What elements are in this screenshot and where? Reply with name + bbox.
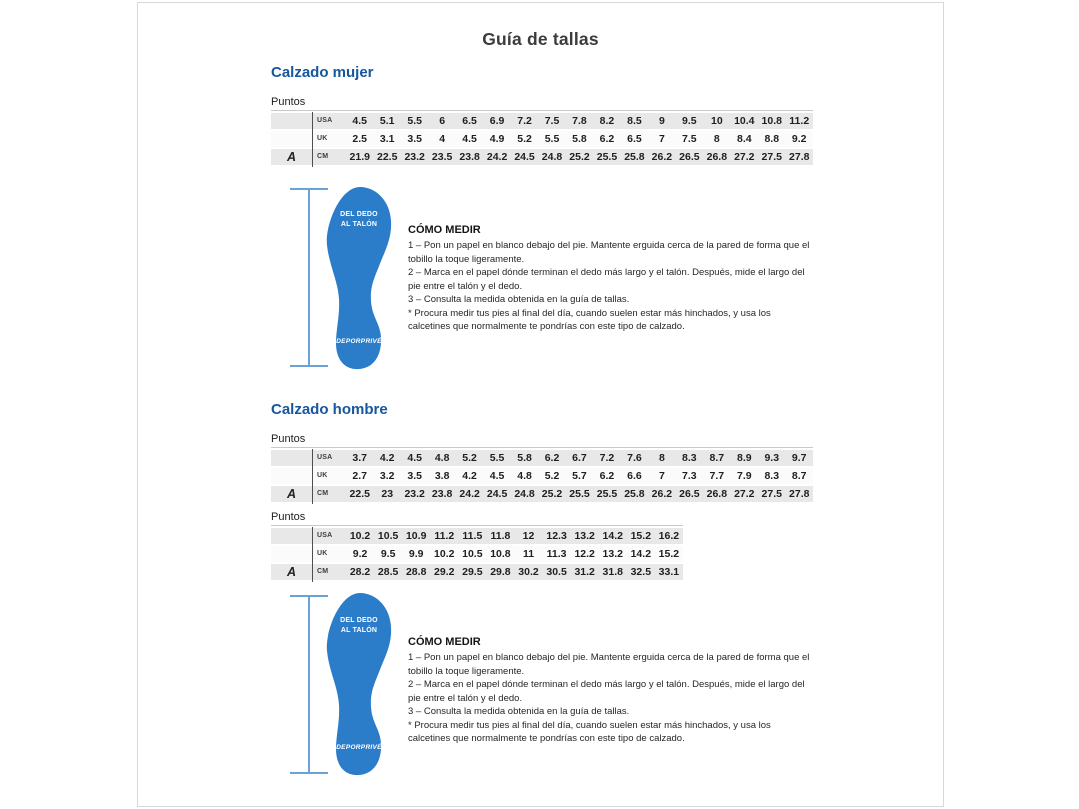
size-value: 11.5 <box>462 529 483 542</box>
size-value: 28.8 <box>405 565 427 578</box>
size-value: 12.3 <box>546 529 567 542</box>
size-table-row-cm <box>271 564 683 581</box>
points-label-men-1: Puntos <box>271 433 306 445</box>
size-value: 4.5 <box>462 132 477 145</box>
size-value: 7.9 <box>736 469 752 482</box>
size-value: 26.2 <box>651 150 673 163</box>
size-value: 25.2 <box>569 150 590 163</box>
measure-step-3: 3 – Consulta la medida obtenida en la guía de tallas. <box>408 706 630 718</box>
size-value: 3.1 <box>379 132 395 145</box>
size-value: 8 <box>658 451 665 464</box>
size-value: 14.2 <box>602 529 623 542</box>
size-value: 23.2 <box>404 487 425 500</box>
region-label: UK <box>317 472 328 480</box>
size-value: 29.8 <box>490 565 511 578</box>
footprint-icon <box>324 187 394 370</box>
size-value: 4.5 <box>489 469 505 482</box>
size-value: 4.8 <box>434 451 450 464</box>
size-table-row-usa <box>271 450 813 467</box>
table-divider-line <box>312 112 313 167</box>
size-value: 24.5 <box>514 150 535 163</box>
corner-cell: A <box>286 486 297 501</box>
region-label: USA <box>317 532 333 540</box>
size-value: 9.5 <box>380 547 396 560</box>
how-to-measure-heading: CÓMO MEDIR <box>408 224 481 236</box>
measure-step-2: 2 – Marca en el papel dónde terminan el dedo más largo y el talón. Después, mide el largo del pie entre el talón y el dedo. <box>408 267 805 292</box>
size-value: 26.8 <box>706 150 728 163</box>
size-value: 10.4 <box>734 114 755 127</box>
size-value: 23.2 <box>404 150 425 163</box>
brand-logo: DEPORPRIVÉ <box>336 338 382 345</box>
size-value: 5.8 <box>517 451 532 464</box>
size-value: 8.7 <box>791 469 807 482</box>
size-value: 6.6 <box>627 469 642 482</box>
size-value: 8.2 <box>599 114 615 127</box>
region-label: UK <box>317 550 328 558</box>
region-label: CM <box>317 153 329 161</box>
size-value: 27.8 <box>789 150 810 163</box>
toe-to-heel-label-line1: DEL DEDO <box>340 617 378 624</box>
ruler-bottom-cap <box>290 772 328 774</box>
measure-step-3: 3 – Consulta la medida obtenida en la guía de tallas. <box>408 294 630 306</box>
brand-logo: DEPORPRIVÉ <box>336 744 382 751</box>
size-value: 23.8 <box>459 150 480 163</box>
size-value: 9.2 <box>352 547 368 560</box>
size-value: 4.8 <box>517 469 532 482</box>
region-label: USA <box>317 454 333 462</box>
size-value: 30.2 <box>518 565 539 578</box>
size-value: 10.9 <box>405 529 427 542</box>
size-table-men-small <box>271 447 813 504</box>
size-value: 8.3 <box>682 451 697 464</box>
size-value: 4.2 <box>462 469 477 482</box>
size-value: 10.2 <box>349 529 371 542</box>
size-value: 7.7 <box>709 469 725 482</box>
size-value: 29.2 <box>434 565 455 578</box>
size-table-row-uk <box>271 131 813 148</box>
measure-note: * Procura medir tus pies al final del día, cuando suelen estar más hinchados, y usa los calcetines que normalmente te pondrías con este tipo de calzado. <box>408 719 771 745</box>
size-value: 3.5 <box>407 132 422 145</box>
size-value: 7.2 <box>599 451 615 464</box>
size-value: 15.2 <box>658 547 680 560</box>
size-value: 25.5 <box>596 150 618 163</box>
size-value: 24.2 <box>486 150 508 163</box>
size-value: 4.2 <box>379 451 395 464</box>
ruler-line <box>308 189 310 366</box>
size-value: 25.8 <box>624 487 645 500</box>
size-value: 5.5 <box>407 114 422 127</box>
region-label: CM <box>317 490 329 498</box>
size-value: 9.3 <box>764 451 780 464</box>
size-value: 33.1 <box>658 565 680 578</box>
corner-cell <box>271 131 312 148</box>
region-label: USA <box>317 117 333 125</box>
corner-cell <box>271 450 312 467</box>
size-value: 11.2 <box>434 529 455 542</box>
size-value: 24.8 <box>541 150 563 163</box>
foot-length-ruler <box>290 188 328 367</box>
size-value: 8.3 <box>764 469 780 482</box>
size-value: 10.5 <box>377 529 399 542</box>
size-value: 5.2 <box>462 451 477 464</box>
size-guide-page <box>137 2 944 807</box>
measure-step-2: 2 – Marca en el papel dónde terminan el dedo más largo y el talón. Después, mide el largo del pie entre el talón y el dedo. <box>408 679 805 704</box>
size-value: 24.8 <box>514 487 535 500</box>
size-value: 28.2 <box>349 565 371 578</box>
size-value: 21.9 <box>349 150 370 163</box>
size-value: 8.8 <box>764 132 780 145</box>
size-value: 27.5 <box>761 487 782 500</box>
size-value: 7.5 <box>544 114 560 127</box>
size-value: 7.6 <box>627 451 642 464</box>
size-value: 8 <box>713 132 720 145</box>
size-value: 2.7 <box>352 469 368 482</box>
size-value: 4.9 <box>489 132 505 145</box>
size-value: 6 <box>439 114 446 127</box>
how-to-measure-heading: CÓMO MEDIR <box>408 636 481 648</box>
size-value: 24.5 <box>486 487 508 500</box>
corner-cell: A <box>286 149 297 164</box>
size-value: 6.2 <box>599 469 615 482</box>
size-value: 26.8 <box>706 487 728 500</box>
size-value: 5.5 <box>544 132 560 145</box>
region-label: CM <box>317 568 329 576</box>
size-table-row-cm <box>271 149 813 166</box>
size-value: 11.3 <box>546 547 567 560</box>
size-table-row-cm <box>271 486 813 503</box>
ruler-bottom-cap <box>290 365 328 367</box>
section-heading-women: Calzado mujer <box>271 64 374 81</box>
size-value: 7.2 <box>517 114 532 127</box>
corner-cell <box>271 113 312 130</box>
size-value: 3.8 <box>434 469 450 482</box>
size-value: 22.5 <box>349 487 370 500</box>
size-value: 10 <box>710 114 723 127</box>
size-value: 5.1 <box>379 114 395 127</box>
size-value: 10.2 <box>434 547 455 560</box>
toe-to-heel-label-line1: DEL DEDO <box>340 211 378 218</box>
size-value: 9 <box>658 114 665 127</box>
table-divider-line <box>312 527 313 582</box>
size-value: 9.2 <box>791 132 807 145</box>
size-value: 10.5 <box>462 547 483 560</box>
toe-to-heel-label <box>324 616 394 636</box>
size-value: 13.2 <box>574 529 595 542</box>
region-label: UK <box>317 135 328 143</box>
size-value: 6.7 <box>572 451 587 464</box>
size-value: 12 <box>522 529 535 542</box>
footprint-icon <box>324 593 394 776</box>
how-to-measure-women <box>408 224 812 334</box>
size-value: 26.2 <box>651 487 673 500</box>
size-value: 23 <box>381 487 394 500</box>
size-value: 8.5 <box>627 114 642 127</box>
size-table-row-usa <box>271 113 813 130</box>
size-value: 27.8 <box>789 487 810 500</box>
size-value: 4 <box>439 132 446 145</box>
size-value: 7.8 <box>572 114 587 127</box>
size-value: 15.2 <box>630 529 652 542</box>
size-value: 6.5 <box>462 114 477 127</box>
size-value: 22.5 <box>376 150 398 163</box>
size-value: 4.5 <box>407 451 422 464</box>
size-value: 25.5 <box>596 487 618 500</box>
toe-to-heel-label-line2: AL TALÓN <box>340 626 378 634</box>
size-value: 26.5 <box>679 487 700 500</box>
size-table-women <box>271 110 813 167</box>
size-value: 2.5 <box>352 132 368 145</box>
size-value: 9.9 <box>408 547 424 560</box>
measure-step-1: 1 – Pon un papel en blanco debajo del pie. Mantente erguida cerca de la pared de forma que el tobillo la toque ligeramente. <box>408 652 810 677</box>
size-value: 5.2 <box>544 469 560 482</box>
size-value: 32.5 <box>630 565 652 578</box>
size-value: 13.2 <box>602 547 623 560</box>
size-value: 6.5 <box>627 132 642 145</box>
size-value: 8.9 <box>736 451 752 464</box>
size-value: 10.8 <box>490 547 511 560</box>
size-value: 23.5 <box>431 150 453 163</box>
size-table-row-usa <box>271 528 683 545</box>
size-value: 5.8 <box>572 132 587 145</box>
size-value: 31.2 <box>574 565 595 578</box>
size-table-row-uk <box>271 546 683 563</box>
size-table-row-uk <box>271 468 813 485</box>
corner-cell: A <box>286 564 297 579</box>
corner-cell <box>271 528 312 545</box>
size-value: 7 <box>658 132 665 145</box>
corner-cell <box>271 468 312 485</box>
measure-step-1: 1 – Pon un papel en blanco debajo del pie. Mantente erguida cerca de la pared de forma que el tobillo la toque ligeramente. <box>408 240 810 265</box>
size-value: 25.5 <box>569 487 590 500</box>
size-value: 7 <box>658 469 665 482</box>
toe-to-heel-label-line2: AL TALÓN <box>340 220 378 228</box>
size-value: 29.5 <box>462 565 483 578</box>
size-value: 14.2 <box>630 547 652 560</box>
size-value: 23.8 <box>431 487 453 500</box>
page-title: Guía de tallas <box>482 29 599 49</box>
size-value: 9.5 <box>682 114 697 127</box>
size-value: 24.2 <box>459 487 480 500</box>
how-to-measure-men <box>408 636 812 746</box>
size-value: 8.7 <box>709 451 725 464</box>
size-value: 3.5 <box>407 469 422 482</box>
size-value: 16.2 <box>658 529 680 542</box>
size-value: 10.8 <box>761 114 782 127</box>
size-value: 26.5 <box>679 150 700 163</box>
size-value: 3.2 <box>379 469 395 482</box>
size-value: 11.8 <box>490 529 511 542</box>
points-label-men-2: Puntos <box>271 511 306 523</box>
size-value: 28.5 <box>377 565 399 578</box>
size-value: 12.2 <box>574 547 595 560</box>
size-value: 30.5 <box>546 565 567 578</box>
size-table-men-large <box>271 525 683 582</box>
size-value: 6.2 <box>544 451 560 464</box>
size-value: 4.5 <box>352 114 368 127</box>
size-value: 7.3 <box>682 469 697 482</box>
size-value: 27.2 <box>734 150 755 163</box>
size-value: 31.8 <box>602 565 623 578</box>
section-heading-men: Calzado hombre <box>271 401 388 418</box>
size-value: 25.2 <box>541 487 563 500</box>
size-value: 25.8 <box>624 150 645 163</box>
size-value: 6.9 <box>489 114 505 127</box>
corner-cell <box>271 546 312 563</box>
measure-note: * Procura medir tus pies al final del día, cuando suelen estar más hinchados, y usa los calcetines que normalmente te pondrías con este tipo de calzado. <box>408 307 771 333</box>
toe-to-heel-label <box>324 210 394 230</box>
foot-length-ruler <box>290 595 328 774</box>
size-value: 5.7 <box>572 469 587 482</box>
size-value: 8.4 <box>736 132 752 145</box>
points-label-women: Puntos <box>271 96 306 108</box>
size-value: 27.2 <box>734 487 755 500</box>
size-value: 27.5 <box>761 150 782 163</box>
size-value: 7.5 <box>682 132 697 145</box>
table-divider-line <box>312 449 313 504</box>
size-value: 9.7 <box>791 451 807 464</box>
size-value: 3.7 <box>352 451 368 464</box>
ruler-line <box>308 596 310 773</box>
size-value: 11 <box>522 547 535 560</box>
size-value: 11.2 <box>789 114 810 127</box>
size-value: 5.5 <box>489 451 505 464</box>
size-value: 6.2 <box>599 132 615 145</box>
size-value: 5.2 <box>517 132 532 145</box>
